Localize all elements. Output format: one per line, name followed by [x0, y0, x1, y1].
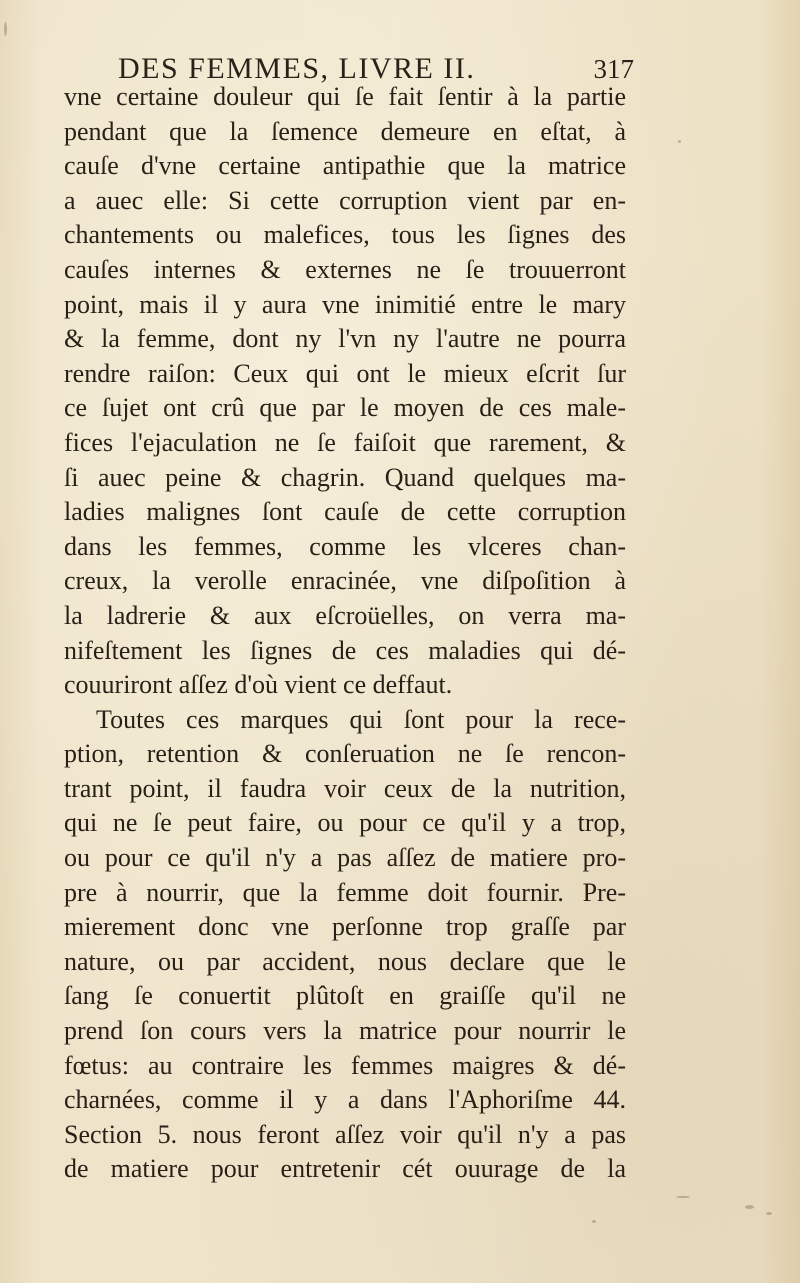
paper-speck: [592, 1220, 596, 1223]
paragraph: [64, 703, 626, 1187]
text-line: dans les femmes, comme les vlceres chan-: [64, 531, 626, 561]
text-line: Toutes ces marques qui ſont pour la rece-: [96, 704, 626, 734]
text-line: Section 5. nous feront aſſez voir qu'il n'y a pas: [64, 1119, 626, 1149]
text-line: prend ſon cours vers la matrice pour nourrir le: [64, 1016, 626, 1046]
text-line: cauſes internes & externes ne ſe trouuerront: [64, 254, 626, 284]
text-line: nature, ou par accident, nous declare que le: [64, 946, 626, 976]
text-line: cauſe d'vne certaine antipathie que la matrice: [64, 151, 626, 181]
text-line: charnées, comme il y a dans l'Aphoriſme 44.: [64, 1085, 626, 1115]
text-line: pendant que la ſemence demeure en eſtat, à: [64, 116, 626, 146]
text-line: la ladrerie & aux eſcroüelles, on verra ma-: [64, 600, 626, 630]
paper-speck: [4, 22, 7, 36]
text-line: & la femme, dont ny l'vn ny l'autre ne pourra: [64, 324, 626, 354]
text-line: point, mais il y aura vne inimitié entre le mary: [64, 289, 626, 319]
text-line: de matiere pour entretenir cét ouurage de la: [64, 1154, 626, 1184]
paragraph: [64, 80, 626, 703]
text-line: chantements ou malefices, tous les ſignes des: [64, 220, 626, 250]
text-line: a auec elle: Si cette corruption vient par en-: [64, 185, 626, 215]
text-line: fœtus: au contraire les femmes maigres & dé-: [64, 1050, 626, 1080]
text-line: ſang ſe conuertit plûtoſt en graiſſe qu'il ne: [64, 981, 626, 1011]
running-title: DES FEMMES, LIVRE II.: [118, 52, 476, 85]
text-line: ladies malignes ſont cauſe de cette corruption: [64, 497, 626, 527]
text-line: ption, retention & conſeruation ne ſe rencon-: [64, 739, 626, 769]
paper-speck: [678, 140, 681, 143]
text-line: trant point, il faudra voir ceux de la nutrition,: [64, 773, 626, 803]
text-line: vne certaine douleur qui ſe fait ſentir à la partie: [64, 82, 626, 111]
page-number: 317: [593, 54, 634, 84]
text-line: creux, la verolle enracinée, vne diſpoſition à: [64, 566, 626, 596]
paper-speck: [766, 1212, 772, 1215]
paper-speck: [676, 1196, 690, 1198]
text-line: couuriront aſſez d'où vient ce deffaut.: [64, 670, 453, 700]
paper-speck: [745, 1205, 754, 1209]
text-line: ce ſujet ont crû que par le moyen de ces male-: [64, 393, 626, 423]
text-line: qui ne ſe peut faire, ou pour ce qu'il y a trop,: [64, 808, 626, 838]
body-text: [64, 80, 626, 1187]
text-line: fices l'ejaculation ne ſe faiſoit que rarement, &: [64, 427, 626, 457]
text-line: nifeſtement les ſignes de ces maladies qui dé-: [64, 635, 626, 665]
text-line: rendre raiſon: Ceux qui ont le mieux eſcrit ſur: [64, 358, 626, 388]
text-line: mierement donc vne perſonne trop graſſe par: [64, 912, 626, 942]
text-line: pre à nourrir, que la femme doit fournir. Pre-: [64, 877, 626, 907]
text-line: ſi auec peine & chagrin. Quand quelques ma-: [64, 462, 626, 492]
text-line: ou pour ce qu'il n'y a pas aſſez de matiere pro-: [64, 843, 626, 873]
